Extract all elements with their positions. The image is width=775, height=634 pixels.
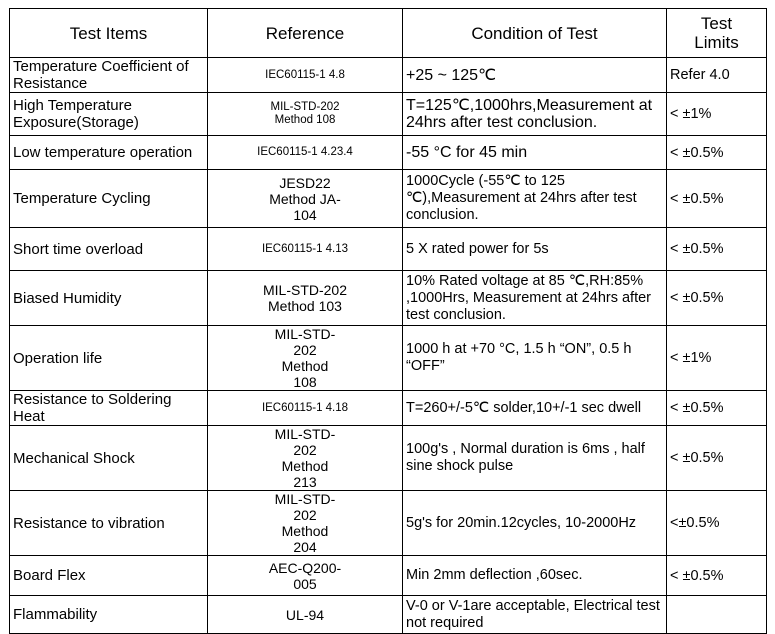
header-reference: Reference [208, 9, 403, 58]
cell-reference: IEC60115-1 4.23.4 [208, 136, 403, 170]
table-row [10, 556, 767, 596]
cell-reference: JESD22 Method JA-104 [208, 170, 403, 228]
cell-reference: AEC-Q200-005 [208, 556, 403, 596]
cell-limit: < ±0.5% [667, 228, 767, 271]
cell-reference: IEC60115-1 4.13 [208, 228, 403, 271]
cell-limit: < ±1% [667, 326, 767, 391]
table-row [10, 596, 767, 634]
cell-test-item: Short time overload [10, 228, 208, 271]
table-row [10, 170, 767, 228]
cell-test-item: Temperature Coefficient of Resistance [10, 58, 208, 93]
cell-test-item: High Temperature Exposure(Storage) [10, 93, 208, 136]
cell-test-item: Resistance to vibration [10, 491, 208, 556]
header-limits-line2: Limits [694, 33, 739, 52]
cell-limit: < ±0.5% [667, 170, 767, 228]
cell-test-item: Board Flex [10, 556, 208, 596]
cell-test-item: Flammability [10, 596, 208, 634]
cell-reference: MIL-STD-202 Method 108 [208, 93, 403, 136]
test-specification-table [9, 8, 767, 634]
cell-limit: < ±0.5% [667, 426, 767, 491]
cell-reference: IEC60115-1 4.18 [208, 391, 403, 426]
header-limits-line1: Test [700, 14, 733, 33]
cell-limit: < ±0.5% [667, 136, 767, 170]
cell-limit: < ±0.5% [667, 271, 767, 326]
header-test-limits [667, 9, 767, 58]
cell-condition: +25 ~ 125℃ [403, 58, 667, 93]
cell-test-item: Mechanical Shock [10, 426, 208, 491]
cell-limit: < ±1% [667, 93, 767, 136]
cell-condition: 5 X rated power for 5s [403, 228, 667, 271]
cell-limit [667, 596, 767, 634]
cell-condition: T=125℃,1000hrs,Measurement at 24hrs after test conclusion. [403, 93, 667, 136]
cell-condition: 1000Cycle (-55℃ to 125 ℃),Measurement at 24hrs after test conclusion. [403, 170, 667, 228]
cell-condition: -55 °C for 45 min [403, 136, 667, 170]
cell-limit: Refer 4.0 [667, 58, 767, 93]
cell-reference: MIL-STD-202 Method 204 [208, 491, 403, 556]
table-row [10, 426, 767, 491]
cell-condition: Min 2mm deflection ,60sec. [403, 556, 667, 596]
table-row [10, 58, 767, 93]
table-row [10, 491, 767, 556]
cell-test-item: Resistance to Soldering Heat [10, 391, 208, 426]
cell-reference: MIL-STD-202 Method 213 [208, 426, 403, 491]
table-row [10, 228, 767, 271]
header-test-items: Test Items [10, 9, 208, 58]
cell-test-item: Temperature Cycling [10, 170, 208, 228]
cell-condition: 1000 h at +70 °C, 1.5 h “ON”, 0.5 h “OFF” [403, 326, 667, 391]
cell-reference: IEC60115-1 4.8 [208, 58, 403, 93]
cell-reference: MIL-STD-202 Method 108 [208, 326, 403, 391]
table-row [10, 391, 767, 426]
cell-reference: UL-94 [208, 596, 403, 634]
cell-limit: <±0.5% [667, 491, 767, 556]
cell-condition: 5g's for 20min.12cycles, 10-2000Hz [403, 491, 667, 556]
cell-condition: 10% Rated voltage at 85 ℃,RH:85% ,1000Hrs, Measurement at 24hrs after test conclusion. [403, 271, 667, 326]
cell-limit: < ±0.5% [667, 391, 767, 426]
table-row [10, 93, 767, 136]
cell-condition: 100g's , Normal duration is 6ms , half sine shock pulse [403, 426, 667, 491]
cell-limit: < ±0.5% [667, 556, 767, 596]
cell-reference: MIL-STD-202 Method 103 [208, 271, 403, 326]
cell-test-item: Biased Humidity [10, 271, 208, 326]
cell-test-item: Low temperature operation [10, 136, 208, 170]
table-row [10, 136, 767, 170]
table-row [10, 271, 767, 326]
header-condition: Condition of Test [403, 9, 667, 58]
cell-condition: V-0 or V-1are acceptable, Electrical test not required [403, 596, 667, 634]
table-row [10, 326, 767, 391]
cell-test-item: Operation life [10, 326, 208, 391]
header-row [10, 9, 767, 58]
cell-condition: T=260+/-5℃ solder,10+/-1 sec dwell [403, 391, 667, 426]
